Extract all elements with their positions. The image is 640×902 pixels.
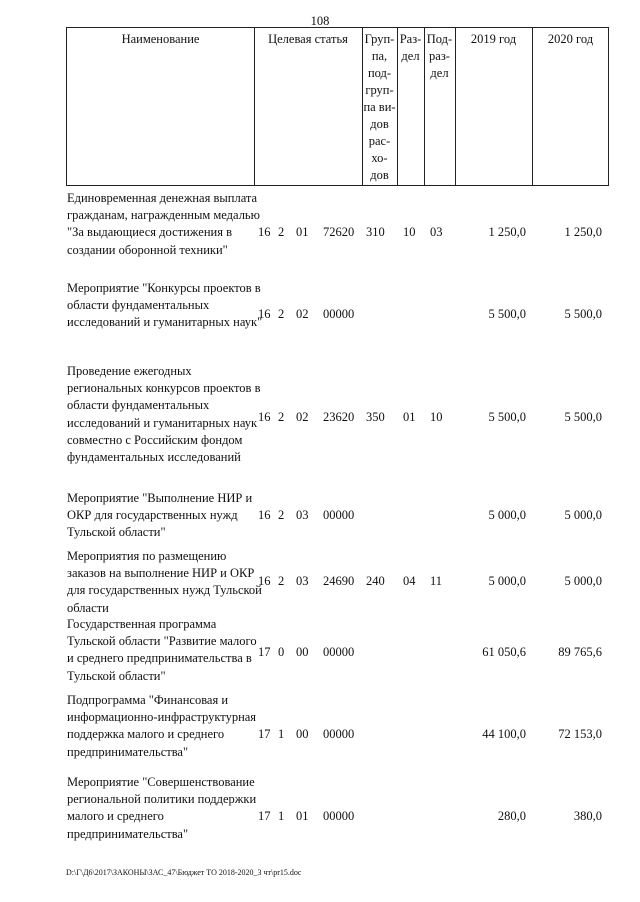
row-t1: 16: [258, 410, 271, 424]
table-header: [66, 27, 609, 186]
row-t3: 01: [296, 225, 309, 239]
hsubsection-line: раз-: [429, 49, 450, 63]
header-name: Наименование: [121, 32, 200, 46]
row-t3: 02: [296, 307, 309, 321]
row-t3: 02: [296, 410, 309, 424]
row-t4: 00000: [323, 727, 355, 741]
row-y2020: 5 500,0: [564, 307, 602, 321]
row-t3: 01: [296, 809, 309, 823]
row-t1: 16: [258, 225, 271, 239]
row-t4: 23620: [323, 410, 355, 424]
row-t2: 0: [278, 645, 285, 659]
row-t4: 00000: [323, 508, 355, 522]
row-t1: 16: [258, 574, 271, 588]
row-t1: 17: [258, 727, 271, 741]
row-y2019: 5 000,0: [488, 508, 526, 522]
row-t1: 16: [258, 307, 271, 321]
row-y2020: 5 000,0: [564, 508, 602, 522]
row-t3: 00: [296, 727, 309, 741]
hsection-line: дел: [401, 49, 420, 63]
row-section: 01: [403, 410, 416, 424]
row-y2020: 5 000,0: [564, 574, 602, 588]
row-subsection: 10: [430, 410, 443, 424]
row-t4: 00000: [323, 307, 355, 321]
row-t3: 03: [296, 508, 309, 522]
page-number: 108: [310, 14, 330, 28]
row-t4: 24690: [323, 574, 355, 588]
hgroup-line: па ви-: [363, 100, 396, 114]
row-y2020: 72 153,0: [558, 727, 602, 741]
hgroup-line: Груп-: [364, 32, 395, 46]
row-t2: 2: [278, 410, 285, 424]
hgroup-line: груп-: [365, 83, 394, 97]
row-t2: 2: [278, 307, 285, 321]
row-t2: 2: [278, 225, 285, 239]
row-group: 310: [366, 225, 385, 239]
row-name: Подпрограмма "Финансовая и информационно-инфраструктурная поддержка малого и среднего предпринимательства": [67, 693, 257, 759]
hsection-line: Раз-: [399, 32, 422, 46]
row-name: Государственная программа Тульской области "Развитие малого и среднего предпринимательства в Тульской области": [67, 617, 257, 683]
row-t4: 72620: [323, 225, 355, 239]
header-target-article: Целевая статья: [268, 32, 348, 46]
row-group: 350: [366, 410, 385, 424]
row-section: 04: [403, 574, 416, 588]
row-y2019: 1 250,0: [488, 225, 526, 239]
header-2020: 2020 год: [547, 32, 594, 46]
row-name: Мероприятие "Совершенствование региональной политики поддержки малого и среднего предпринимательства": [67, 775, 257, 841]
row-y2020: 1 250,0: [564, 225, 602, 239]
row-y2020: 5 500,0: [564, 410, 602, 424]
header-section: [397, 31, 424, 65]
row-y2019: 280,0: [497, 809, 526, 823]
hgroup-line: рас-: [368, 134, 391, 148]
row-t2: 2: [278, 508, 285, 522]
row-t3: 03: [296, 574, 309, 588]
hgroup-line: хо-: [371, 151, 388, 165]
row-name: Проведение ежегодных региональных конкурсов проектов в области фундаментальных исследований и гуманитарных наук совместно с Российским фондом фундаментальных исследований: [67, 364, 261, 465]
row-y2020: 89 765,6: [558, 645, 602, 659]
row-name: Мероприятие "Выполнение НИР и ОКР для государственных нужд Тульской области": [67, 491, 253, 540]
header-expense-group: [362, 31, 397, 184]
row-t1: 17: [258, 809, 271, 823]
hsubsection-line: дел: [430, 66, 449, 80]
header-2019: 2019 год: [470, 32, 517, 46]
row-t2: 1: [278, 809, 285, 823]
row-y2020: 380,0: [573, 809, 602, 823]
row-t2: 1: [278, 727, 285, 741]
row-name: Мероприятие "Конкурсы проектов в области фундаментальных исследований и гуманитарных наук": [67, 281, 263, 330]
hsubsection-line: Под-: [426, 32, 453, 46]
row-group: 240: [366, 574, 385, 588]
row-name: Единовременная денежная выплата гражданам, награжденным медалью "За выдающиеся достижения в создании оборонной техники": [67, 191, 260, 257]
row-t4: 00000: [323, 645, 355, 659]
row-y2019: 44 100,0: [482, 727, 526, 741]
row-t2: 2: [278, 574, 285, 588]
row-y2019: 5 000,0: [488, 574, 526, 588]
row-y2019: 61 050,6: [482, 645, 526, 659]
row-y2019: 5 500,0: [488, 307, 526, 321]
hgroup-line: дов: [370, 168, 389, 182]
hgroup-line: дов: [370, 117, 389, 131]
hgroup-line: под-: [367, 66, 392, 80]
row-t3: 00: [296, 645, 309, 659]
row-name: Мероприятия по размещению заказов на выполнение НИР и ОКР для государственных нужд Тульской области: [67, 549, 262, 615]
row-t1: 17: [258, 645, 271, 659]
row-subsection: 03: [430, 225, 443, 239]
row-section: 10: [403, 225, 416, 239]
header-subsection: [424, 31, 455, 82]
row-subsection: 11: [430, 574, 443, 588]
row-y2019: 5 500,0: [488, 410, 526, 424]
row-t1: 16: [258, 508, 271, 522]
row-t4: 00000: [323, 809, 355, 823]
hgroup-line: па,: [371, 49, 388, 63]
footer-file-path: D:\Г\Д6\2017\ЗАКОНЫ\ЗАС_47\Бюджет ТО 2018-2020_3 чт\pr15.doc: [66, 868, 302, 877]
